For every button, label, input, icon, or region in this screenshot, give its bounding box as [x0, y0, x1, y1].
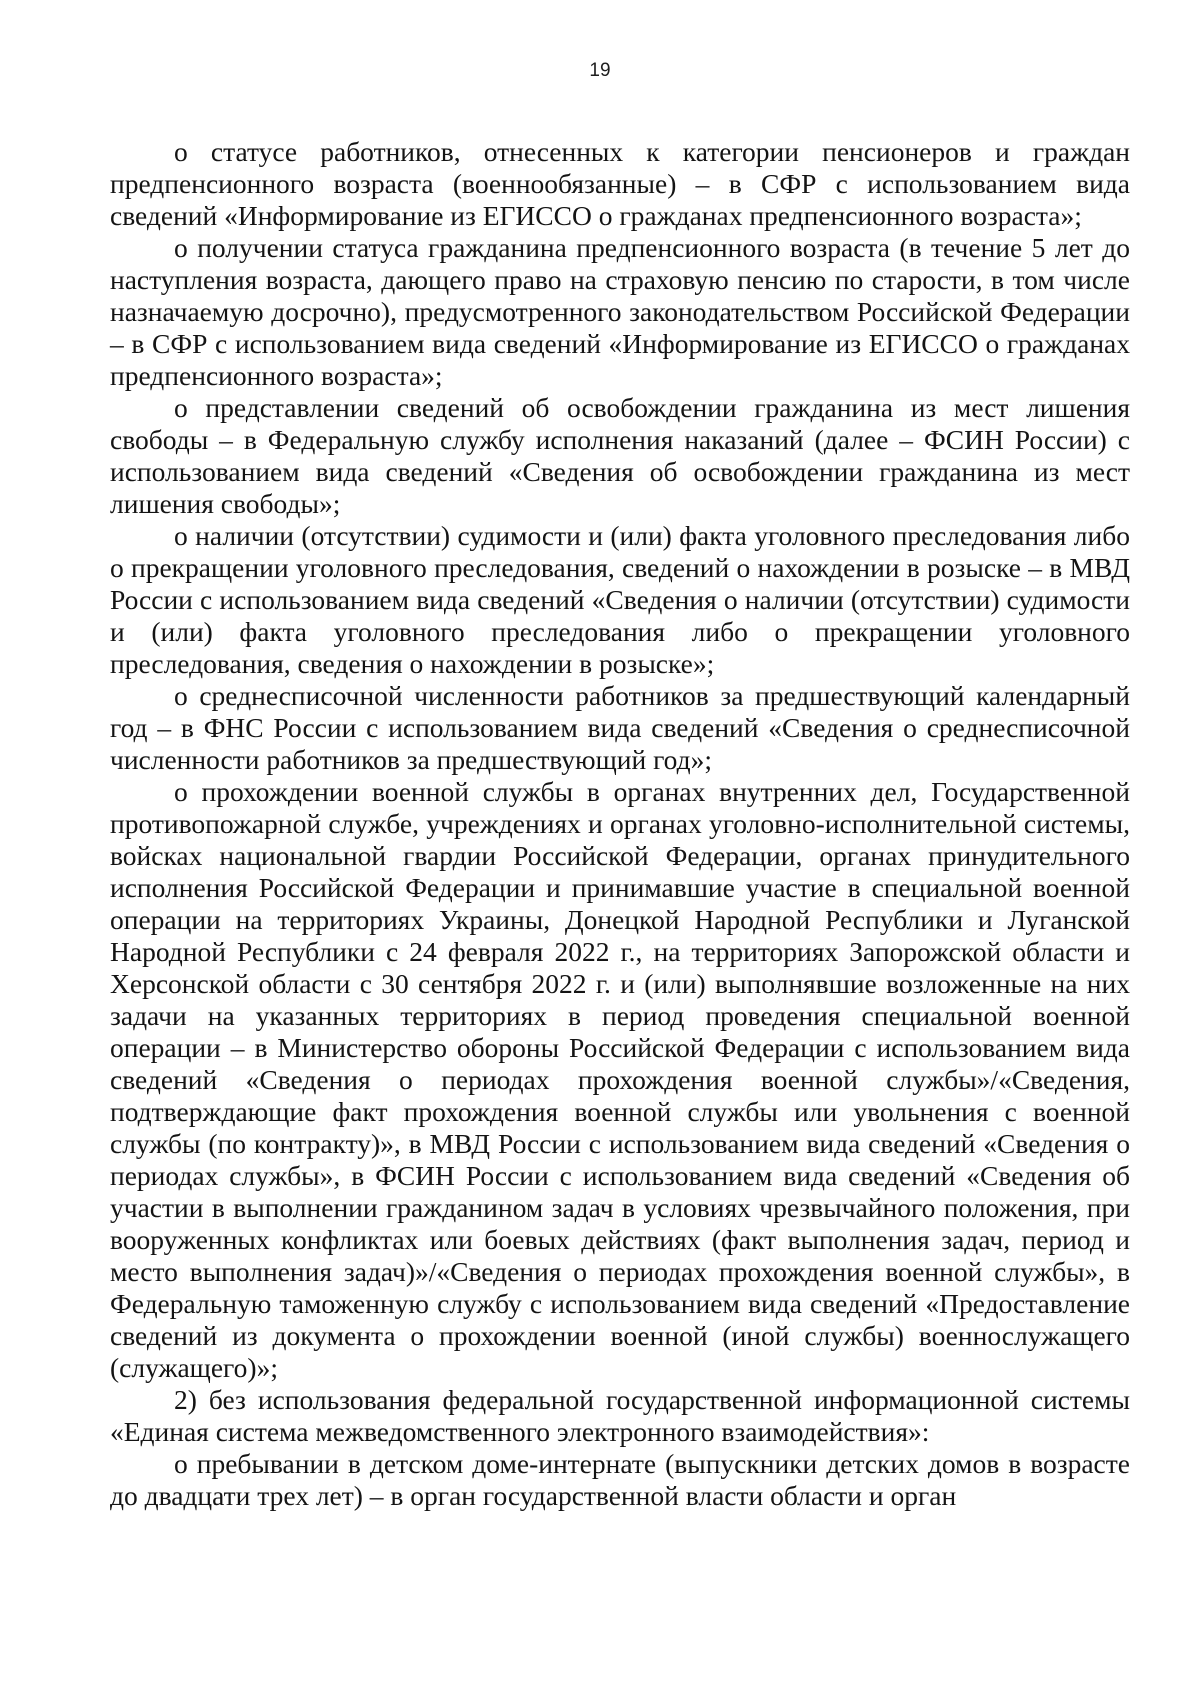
- document-body: [110, 136, 1130, 1512]
- paragraph-pre-retirement-status-citizen: о получении статуса гражданина предпенсионного возраста (в течение 5 лет до наступления возраста, дающего право на страховую пенсию по старости, в том числе назначаемую досрочно), предусмотренного законодательством Российской Федерации – в СФР с использованием вида сведений «Информирование из ЕГИССО о гражданах предпенсионного возраста»;: [110, 232, 1130, 391]
- page-number: 19: [589, 60, 611, 81]
- paragraph-criminal-record: о наличии (отсутствии) судимости и (или) факта уголовного преследования либо о прекращении уголовного преследования, сведений о нахождении в розыске – в МВД России с использованием вида сведений «Сведения о наличии (отсутствии) судимости и (или) факта уголовного преследования либо о прекращении уголовного преследования, сведения о нахождении в розыске»;: [110, 520, 1130, 679]
- paragraph-military-service: о прохождении военной службы в органах внутренних дел, Государственной противопожарной службе, учреждениях и органах уголовно-исполнительной системы, войсках национальной гвардии Российской Федерации, органах принудительного исполнения Российской Федерации и принимавшие участие в специальной военной операции на территориях Украины, Донецкой Народной Республики и Луганской Народной Республики с 24 февраля 2022 г., на территориях Запорожской области и Херсонской области с 30 сентября 2022 г. и (или) выполнявшие возложенные на них задачи на указанных территориях в период проведения специальной военной операции – в Министерство обороны Российской Федерации с использованием вида сведений «Сведения о периодах прохождения военной службы»/«Сведения, подтверждающие факт прохождения военной службы или увольнения с военной службы (по контракту)», в МВД России с использованием вида сведений «Сведения о периодах службы», в ФСИН России с использованием вида сведений «Сведения об участии в выполнении гражданином задач в условиях чрезвычайного положения, при вооруженных конфликтах или боевых действиях (факт выполнения задач, период и место выполнения задач)»/«Сведения о периодах прохождения военной службы», в Федеральную таможенную службу с использованием вида сведений «Предоставление сведений из документа о прохождении военной (иной службы) военнослужащего (служащего)»;: [110, 776, 1130, 1383]
- paragraph-release-from-prison: о представлении сведений об освобождении гражданина из мест лишения свободы – в Федеральную службу исполнения наказаний (далее – ФСИН России) с использованием вида сведений «Сведения об освобождении гражданина из мест лишения свободы»;: [110, 392, 1130, 519]
- paragraph-without-smev: 2) без использования федеральной государственной информационной системы «Единая система межведомственного электронного взаимодействия»:: [110, 1384, 1130, 1447]
- paragraph-average-headcount: о среднесписочной численности работников за предшествующий календарный год – в ФНС России с использованием вида сведений «Сведения о среднесписочной численности работников за предшествующий год»;: [110, 680, 1130, 775]
- paragraph-orphanage-stay: о пребывании в детском доме-интернате (выпускники детских домов в возрасте до двадцати трех лет) – в орган государственной власти области и орган: [110, 1448, 1130, 1511]
- paragraph-pre-retirement-status-workers: о статусе работников, отнесенных к категории пенсионеров и граждан предпенсионного возраста (военнообязанные) – в СФР с использованием вида сведений «Информирование из ЕГИССО о гражданах предпенсионного возраста»;: [110, 136, 1130, 231]
